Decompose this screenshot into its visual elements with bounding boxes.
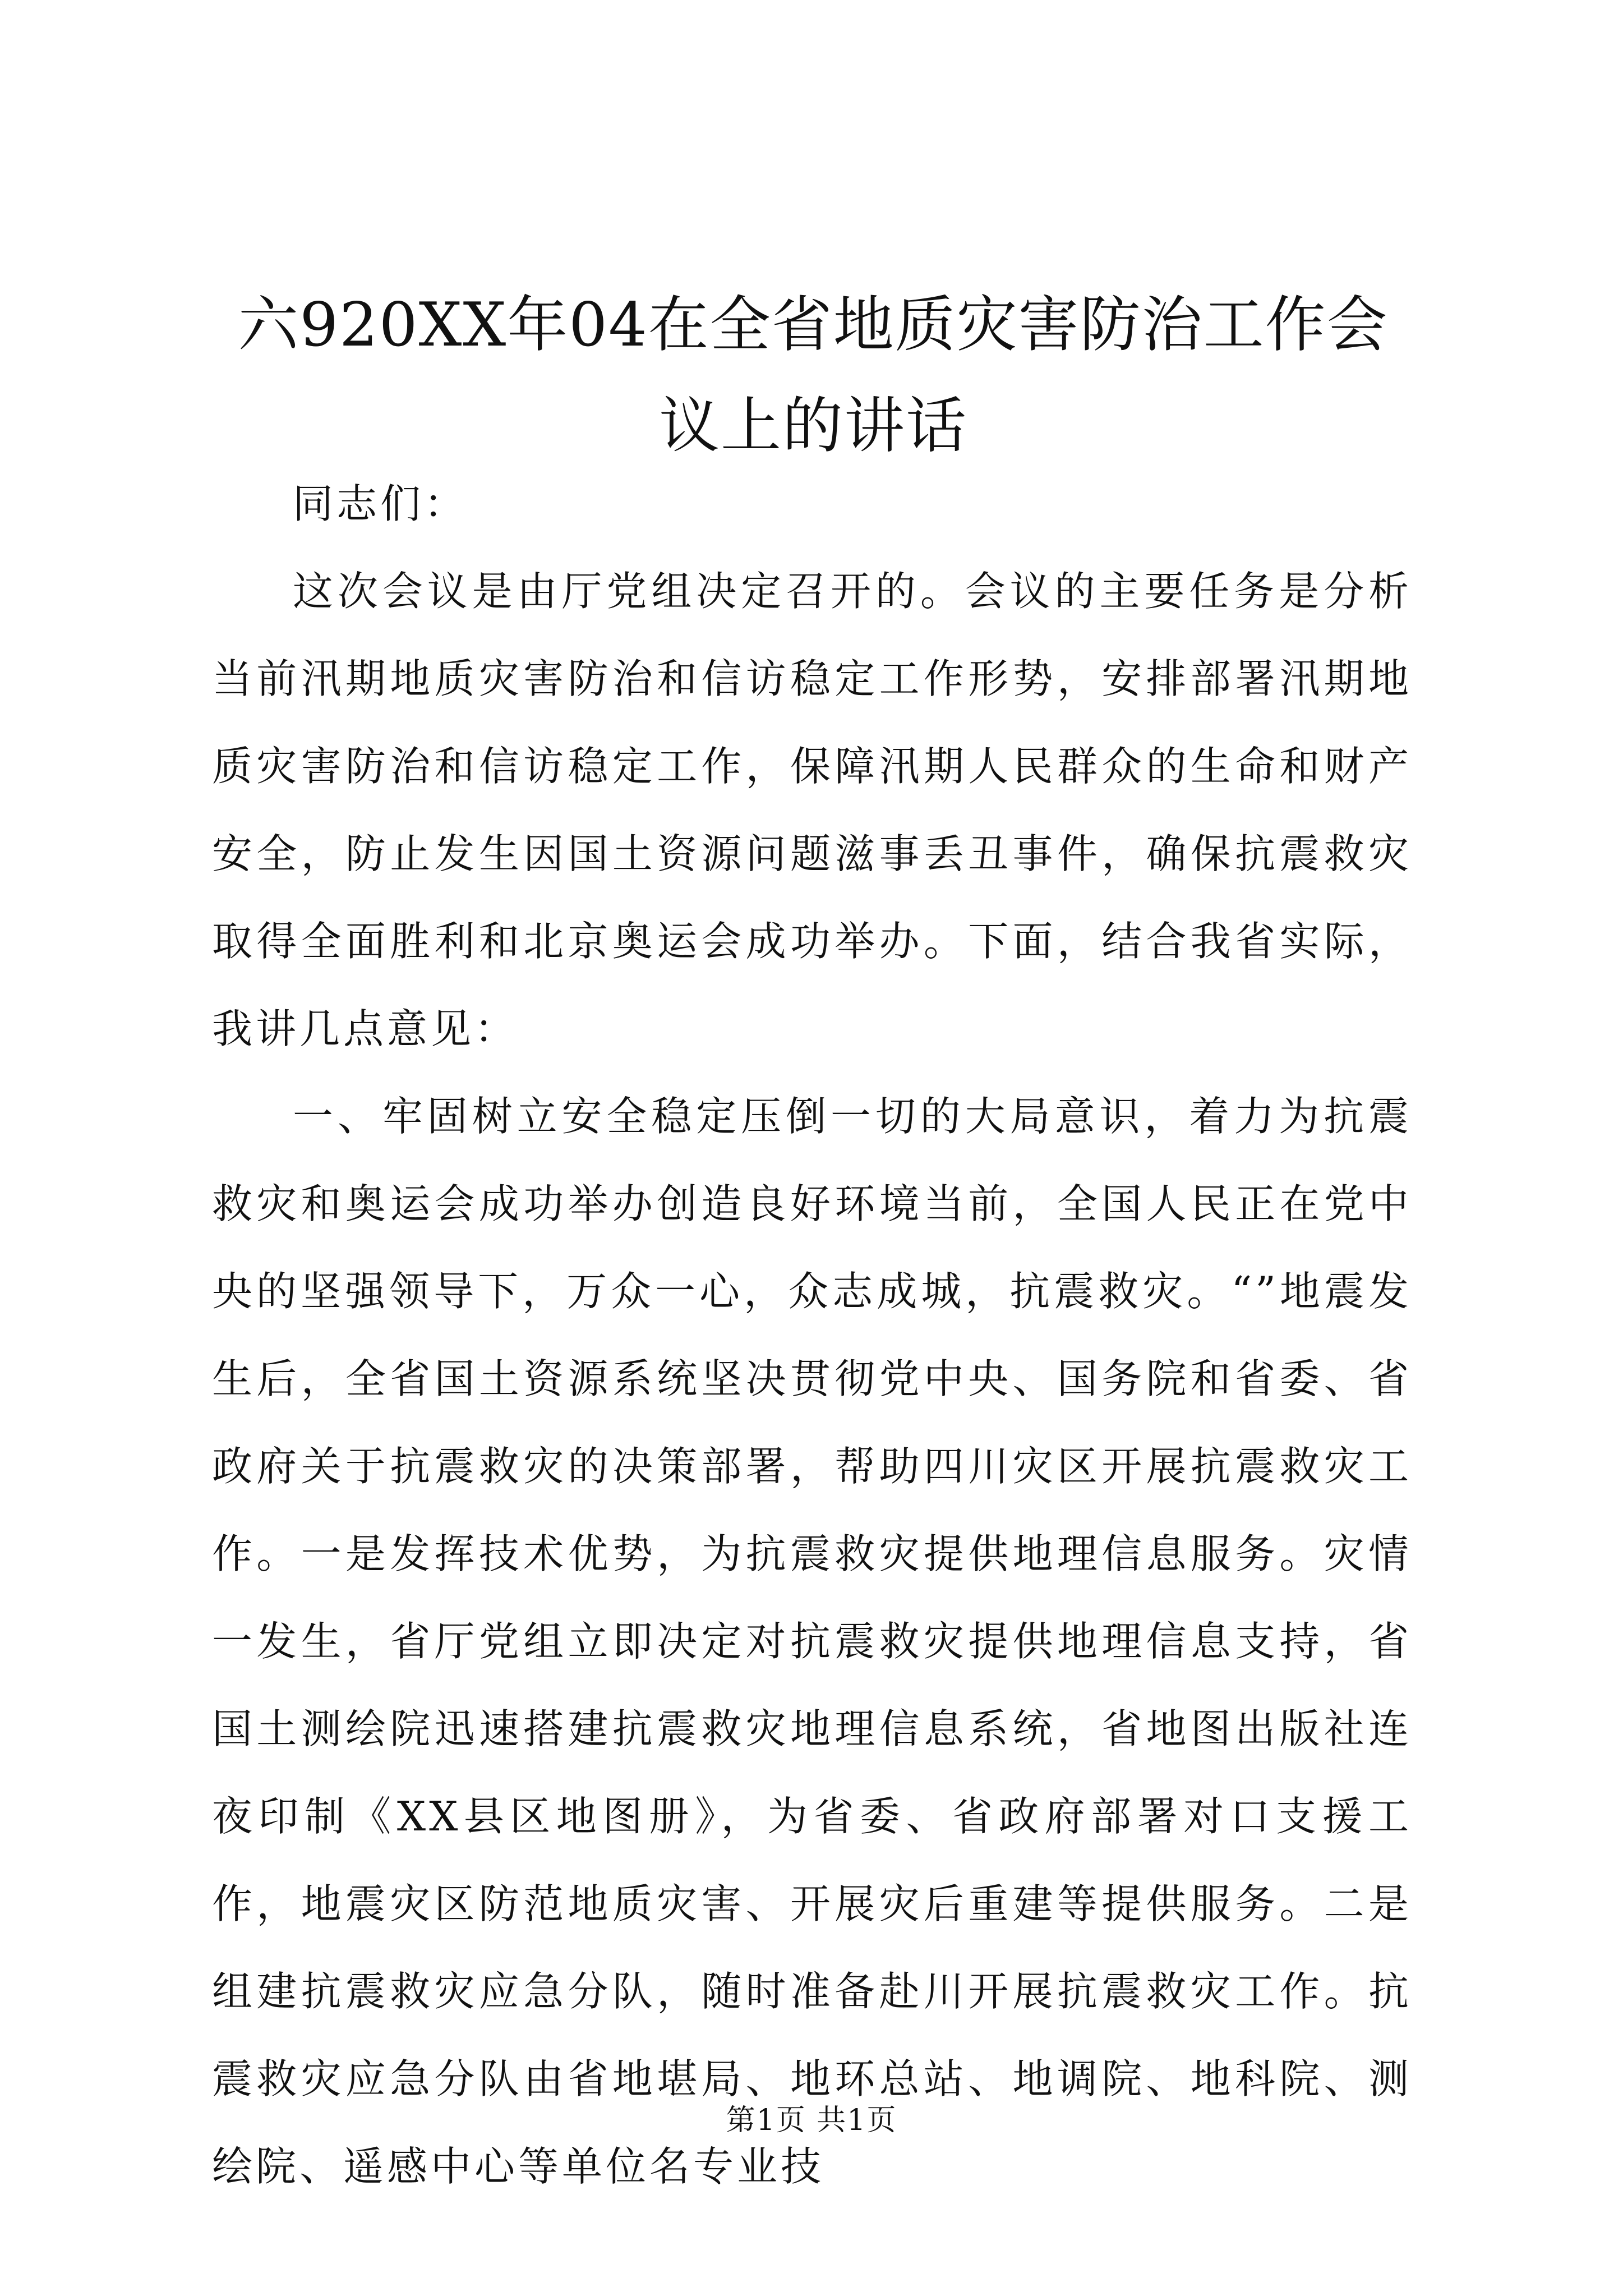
salutation: 同志们：: [293, 480, 468, 527]
page-footer: 第1页 共1页: [726, 2104, 897, 2137]
paragraph-section-one: 一、牢固树立安全稳定压倒一切的大局意识，着力为抗震救灾和奥运会成功举办创造良好环境当前，全国人民正在党中央的坚强领导下，万众一心，众志成城，抗震救灾。“”地震发生后，全省国土资源系统坚决贯彻党中央、国务院和省委、省政府关于抗震救灾的决策部署，帮助四川灾区开展抗震救灾工作。一是发挥技术优势，为抗震救灾提供地理信息服务。灾情一发生，省厅党组立即决定对抗震救灾提供地理信息支持，省国土测绘院迅速搭建抗震救灾地理信息系统，省地图出版社连夜印制《XX县区地图册》，为省委、省政府部署对口支援工作，地震灾区防范地质灾害、开展灾后重建等提供服务。二是组建抗震救灾应急分队，随时准备赴川开展抗震救灾工作。抗震救灾应急分队由省地堪局、地环总站、地调院、地科院、测绘院、遥感中心等单位名专业技: [212, 1093, 1412, 2190]
document-body: [212, 460, 1412, 2210]
document-title: 六920XX年04在全省地质灾害防治工作会议上的讲话: [238, 290, 1389, 461]
paragraph-intro: 这次会议是由厅党组决定召开的。会议的主要任务是分析当前汛期地质灾害防治和信访稳定工作形势，安排部署汛期地质灾害防治和信访稳定工作，保障汛期人民群众的生命和财产安全，防止发生因国土资源问题滋事丢丑事件，确保抗震救灾取得全面胜利和北京奥运会成功举办。下面，结合我省实际，我讲几点意见：: [212, 568, 1412, 1052]
